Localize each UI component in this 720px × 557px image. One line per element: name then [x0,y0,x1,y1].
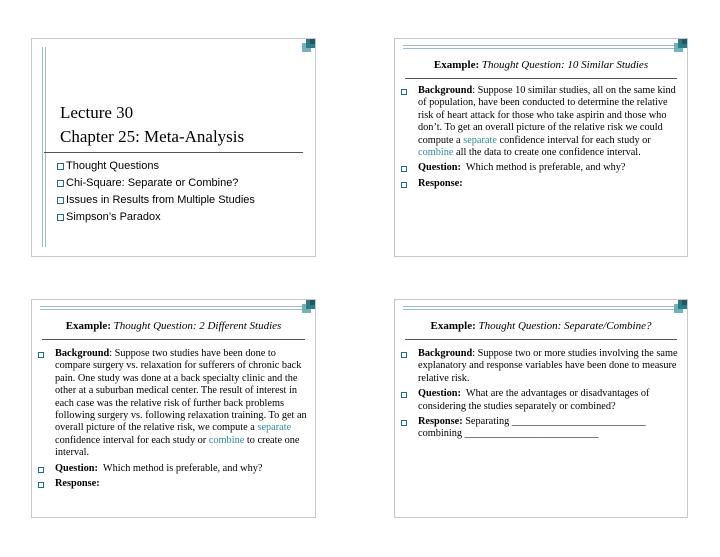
slide-title: Example: Thought Question: 10 Similar Studies [433,59,649,71]
square-bullet-icon [57,214,64,221]
corner-decoration [301,300,315,314]
slide-lecture-title [31,38,316,257]
list-item: Question: What are the advantages or disadvantages of considering the studies separately or combined? [401,388,681,413]
decor-line [40,306,307,307]
decor-line [403,45,679,46]
list-item: Simpson’s Paradox [57,209,255,226]
square-bullet-icon [38,467,44,473]
corner-decoration [673,300,687,314]
list-item: Background: Suppose two or more studies involving the same explanatory and response variables have been done to measure relative risk. [401,348,681,385]
title-divider [405,78,677,79]
title-line-2: Chapter 25: Meta-Analysis [60,127,245,146]
slide-separate-combine [394,299,688,518]
square-bullet-icon [401,392,407,398]
decor-line [403,306,679,307]
title-divider [44,152,303,153]
decor-line [403,309,679,310]
list-item: Question: Which method is preferable, and why? [38,463,309,475]
square-bullet-icon [401,352,407,358]
square-bullet-icon [57,180,64,187]
corner-decoration [301,39,315,53]
corner-decoration [673,39,687,53]
slide-10-similar-studies [394,38,688,257]
list-item: Issues in Results from Multiple Studies [57,192,255,209]
slide-title: Example: Thought Question: 2 Different Studies [65,320,282,332]
square-bullet-icon [38,482,44,488]
list-item: Thought Questions [57,158,255,175]
square-bullet-icon [57,163,64,170]
decor-line [403,48,679,49]
square-bullet-icon [401,420,407,426]
topic-list [57,158,255,226]
list-item: Response: [401,178,679,190]
list-item: Response: [38,478,309,490]
bullet-list [401,348,681,444]
square-bullet-icon [401,182,407,188]
title-line-1: Lecture 30 [60,103,134,122]
decor-line [45,47,46,247]
square-bullet-icon [401,166,407,172]
list-item: Response: Separating __________________________ combining __________________________ [401,416,681,441]
slide-title: Example: Thought Question: Separate/Combine? [430,320,652,332]
square-bullet-icon [401,89,407,95]
list-item: Question: Which method is preferable, and why? [401,162,679,174]
title-divider [405,339,677,340]
title-divider [42,339,305,340]
decor-line [40,309,307,310]
slide-title [60,101,244,149]
list-item: Background: Suppose two studies have been done to compare surgery vs. relaxation for sufferers of chronic back pain. One study was done at a back specialty clinic and the other at a suburban medical center. The result of interest in each case was the relative risk of further back problems following surgery vs. following relaxation training. To get an overall picture of the relative risk, we compute a separate confidence interval for each study or combine to create one interval. [38,348,309,460]
square-bullet-icon [57,197,64,204]
bullet-list [401,85,679,193]
list-item: Chi-Square: Separate or Combine? [57,175,255,192]
decor-line [42,47,43,247]
bullet-list [38,348,309,493]
square-bullet-icon [38,352,44,358]
slide-2-different-studies [31,299,316,518]
list-item: Background: Suppose 10 similar studies, all on the same kind of population, have been conducted to determine the relative risk of heart attack for those who take aspirin and those who don’t. To get an overall picture of the relative risk we could compute a separate confidence interval for each study or combine all the data to create one confidence interval. [401,85,679,159]
